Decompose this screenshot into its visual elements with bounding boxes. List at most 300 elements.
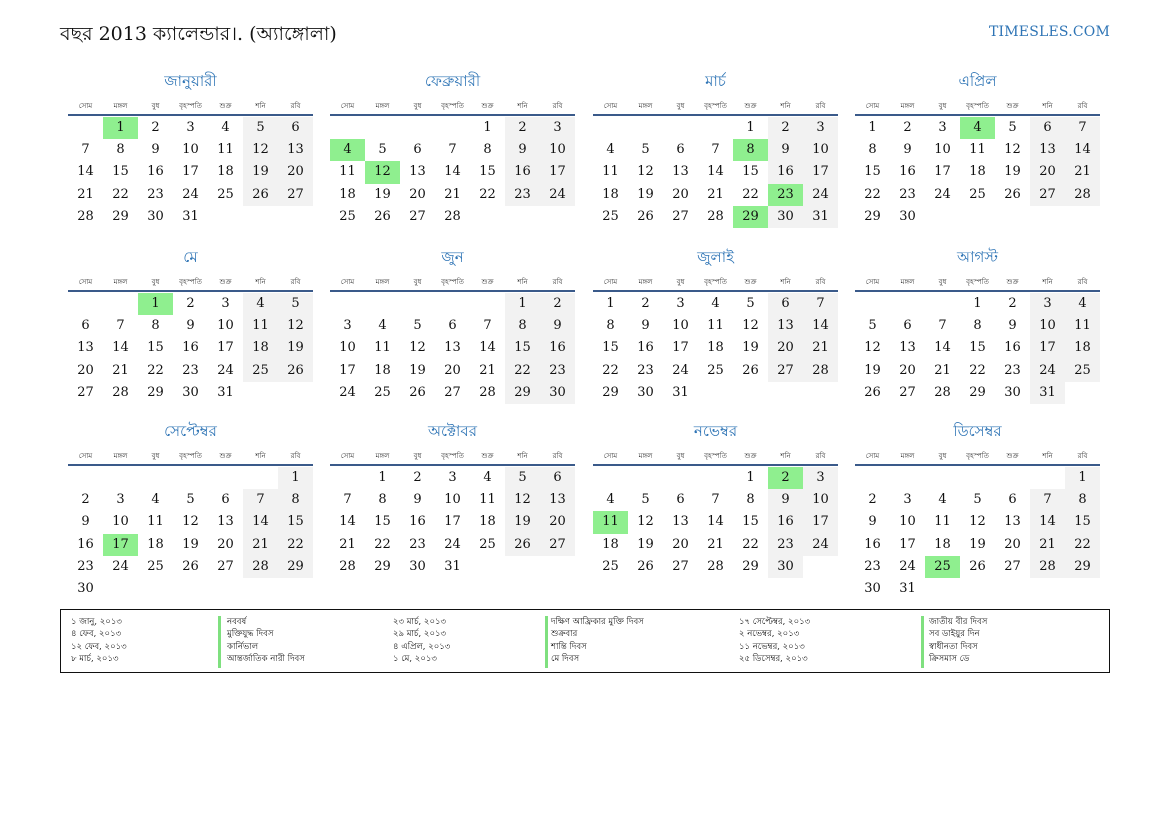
day-cell[interactable]: 27 xyxy=(768,360,803,382)
day-cell[interactable]: 7 xyxy=(116,318,125,334)
day-cell[interactable]: 26 xyxy=(864,384,881,400)
day-cell[interactable]: 31 xyxy=(182,208,199,224)
day-cell[interactable]: 26 xyxy=(278,360,313,382)
day-cell[interactable]: 1 xyxy=(973,296,982,311)
day-cell[interactable]: 23 xyxy=(182,362,199,378)
day-cell[interactable]: 19 xyxy=(742,340,759,356)
day-cell[interactable]: 18 xyxy=(1065,337,1100,359)
day-cell[interactable]: 11 xyxy=(243,315,278,337)
day-cell[interactable]: 26 xyxy=(637,558,654,574)
day-cell[interactable]: 22 xyxy=(479,186,496,202)
day-cell[interactable]: 27 xyxy=(1030,184,1065,206)
day-cell[interactable]: 29 xyxy=(1065,556,1100,578)
day-cell[interactable]: 31 xyxy=(444,558,461,574)
day-cell[interactable]: 16 xyxy=(1004,340,1021,356)
day-cell[interactable]: 21 xyxy=(1030,534,1065,556)
day-cell[interactable]: 18 xyxy=(707,340,724,356)
day-cell[interactable]: 6 xyxy=(81,318,90,334)
day-cell[interactable]: 16 xyxy=(77,536,94,552)
day-cell[interactable]: 23 xyxy=(505,184,540,206)
day-cell[interactable]: 29 xyxy=(742,558,759,574)
day-cell[interactable]: 20 xyxy=(672,186,689,202)
day-cell[interactable]: 5 xyxy=(641,142,650,158)
day-cell[interactable]: 3 xyxy=(448,470,457,485)
day-cell[interactable]: 4 xyxy=(606,142,615,158)
day-cell[interactable]: 20 xyxy=(672,536,689,552)
day-cell[interactable]: 29 xyxy=(112,208,129,224)
day-cell[interactable]: 6 xyxy=(221,492,230,508)
day-cell[interactable]: 6 xyxy=(1008,492,1017,508)
day-cell[interactable]: 26 xyxy=(243,184,278,206)
day-cell[interactable]: 13 xyxy=(77,340,94,356)
day-cell[interactable]: 21 xyxy=(243,534,278,556)
day-cell[interactable]: 30 xyxy=(409,558,426,574)
day-cell[interactable]: 24 xyxy=(934,186,951,202)
day-cell[interactable]: 8 xyxy=(973,318,982,334)
day-cell[interactable]: 16 xyxy=(899,164,916,180)
day-cell[interactable]: 27 xyxy=(672,558,689,574)
day-cell[interactable]: 13 xyxy=(1030,139,1065,161)
day-cell[interactable]: 28 xyxy=(707,208,724,224)
day-cell[interactable]: 4 xyxy=(960,117,995,139)
day-cell[interactable]: 17 xyxy=(540,161,575,183)
day-cell[interactable]: 18 xyxy=(217,164,234,180)
day-cell[interactable]: 26 xyxy=(409,384,426,400)
day-cell[interactable]: 6 xyxy=(540,467,575,489)
day-cell[interactable]: 5 xyxy=(243,117,278,139)
day-cell[interactable]: 3 xyxy=(1030,293,1065,315)
day-cell[interactable]: 17 xyxy=(672,340,689,356)
day-cell[interactable]: 7 xyxy=(803,293,838,315)
day-cell[interactable]: 25 xyxy=(602,208,619,224)
day-cell[interactable]: 19 xyxy=(637,536,654,552)
day-cell[interactable]: 21 xyxy=(112,362,129,378)
day-cell[interactable]: 18 xyxy=(243,337,278,359)
day-cell[interactable]: 28 xyxy=(112,384,129,400)
day-cell[interactable]: 18 xyxy=(479,514,496,530)
day-cell[interactable]: 16 xyxy=(637,340,654,356)
day-cell[interactable]: 21 xyxy=(934,362,951,378)
day-cell[interactable]: 15 xyxy=(374,514,391,530)
day-cell[interactable]: 8 xyxy=(378,492,387,508)
day-cell[interactable]: 4 xyxy=(938,492,947,508)
day-cell[interactable]: 22 xyxy=(742,186,759,202)
day-cell[interactable]: 10 xyxy=(934,142,951,158)
day-cell[interactable]: 7 xyxy=(448,142,457,158)
day-cell[interactable]: 30 xyxy=(768,556,803,578)
day-cell[interactable]: 28 xyxy=(803,360,838,382)
day-cell[interactable]: 4 xyxy=(1065,293,1100,315)
day-cell[interactable]: 21 xyxy=(707,186,724,202)
day-cell[interactable]: 29 xyxy=(864,208,881,224)
day-cell[interactable]: 24 xyxy=(803,184,838,206)
day-cell[interactable]: 1 xyxy=(606,296,615,311)
day-cell[interactable]: 15 xyxy=(147,340,164,356)
day-cell[interactable]: 30 xyxy=(899,208,916,224)
day-cell[interactable]: 2 xyxy=(868,492,877,508)
day-cell[interactable]: 8 xyxy=(505,315,540,337)
day-cell[interactable]: 23 xyxy=(147,186,164,202)
day-cell[interactable]: 17 xyxy=(444,514,461,530)
day-cell[interactable]: 31 xyxy=(672,384,689,400)
day-cell[interactable]: 2 xyxy=(903,120,912,135)
day-cell[interactable]: 10 xyxy=(217,318,234,334)
day-cell[interactable]: 22 xyxy=(864,186,881,202)
day-cell[interactable]: 24 xyxy=(672,362,689,378)
day-cell[interactable]: 30 xyxy=(77,580,94,596)
day-cell[interactable]: 19 xyxy=(243,161,278,183)
day-cell[interactable]: 11 xyxy=(593,511,628,533)
day-cell[interactable]: 22 xyxy=(112,186,129,202)
day-cell[interactable]: 12 xyxy=(409,340,426,356)
day-cell[interactable]: 6 xyxy=(676,492,685,508)
day-cell[interactable]: 28 xyxy=(339,558,356,574)
day-cell[interactable]: 13 xyxy=(540,489,575,511)
day-cell[interactable]: 9 xyxy=(768,489,803,511)
day-cell[interactable]: 25 xyxy=(707,362,724,378)
day-cell[interactable]: 12 xyxy=(637,164,654,180)
day-cell[interactable]: 16 xyxy=(768,511,803,533)
day-cell[interactable]: 5 xyxy=(378,142,387,158)
day-cell[interactable]: 19 xyxy=(182,536,199,552)
day-cell[interactable]: 5 xyxy=(746,296,755,311)
day-cell[interactable]: 24 xyxy=(182,186,199,202)
day-cell[interactable]: 26 xyxy=(182,558,199,574)
day-cell[interactable]: 30 xyxy=(864,580,881,596)
day-cell[interactable]: 4 xyxy=(330,139,365,161)
day-cell[interactable]: 5 xyxy=(1008,120,1017,135)
day-cell[interactable]: 20 xyxy=(540,511,575,533)
day-cell[interactable]: 29 xyxy=(278,556,313,578)
day-cell[interactable]: 23 xyxy=(768,184,803,206)
day-cell[interactable]: 22 xyxy=(969,362,986,378)
day-cell[interactable]: 4 xyxy=(221,120,230,135)
site-name[interactable]: TIMESLES.COM xyxy=(989,24,1110,40)
day-cell[interactable]: 28 xyxy=(1065,184,1100,206)
day-cell[interactable]: 2 xyxy=(1008,296,1017,311)
day-cell[interactable]: 28 xyxy=(1030,556,1065,578)
day-cell[interactable]: 12 xyxy=(182,514,199,530)
day-cell[interactable]: 22 xyxy=(147,362,164,378)
day-cell[interactable]: 8 xyxy=(868,142,877,158)
day-cell[interactable]: 17 xyxy=(803,511,838,533)
day-cell[interactable]: 3 xyxy=(803,117,838,139)
day-cell[interactable]: 24 xyxy=(444,536,461,552)
day-cell[interactable]: 18 xyxy=(339,186,356,202)
day-cell[interactable]: 9 xyxy=(81,514,90,530)
day-cell[interactable]: 24 xyxy=(803,534,838,556)
day-cell[interactable]: 15 xyxy=(742,164,759,180)
day-cell[interactable]: 20 xyxy=(1030,161,1065,183)
day-cell[interactable]: 29 xyxy=(505,382,540,404)
day-cell[interactable]: 11 xyxy=(602,164,619,180)
day-cell[interactable]: 1 xyxy=(505,293,540,315)
day-cell[interactable]: 19 xyxy=(637,186,654,202)
day-cell[interactable]: 22 xyxy=(374,536,391,552)
day-cell[interactable]: 20 xyxy=(899,362,916,378)
day-cell[interactable]: 23 xyxy=(864,558,881,574)
day-cell[interactable]: 18 xyxy=(602,536,619,552)
day-cell[interactable]: 26 xyxy=(374,208,391,224)
day-cell[interactable]: 9 xyxy=(641,318,650,334)
day-cell[interactable]: 5 xyxy=(505,467,540,489)
day-cell[interactable]: 23 xyxy=(1004,362,1021,378)
day-cell[interactable]: 1 xyxy=(746,120,755,135)
day-cell[interactable]: 16 xyxy=(147,164,164,180)
day-cell[interactable]: 24 xyxy=(540,184,575,206)
day-cell[interactable]: 10 xyxy=(672,318,689,334)
day-cell[interactable]: 2 xyxy=(505,117,540,139)
day-cell[interactable]: 18 xyxy=(374,362,391,378)
day-cell[interactable]: 26 xyxy=(1004,186,1021,202)
day-cell[interactable]: 23 xyxy=(409,536,426,552)
day-cell[interactable]: 11 xyxy=(479,492,496,508)
day-cell[interactable]: 30 xyxy=(1004,384,1021,400)
day-cell[interactable]: 19 xyxy=(1004,164,1021,180)
day-cell[interactable]: 27 xyxy=(409,208,426,224)
day-cell[interactable]: 14 xyxy=(707,514,724,530)
day-cell[interactable]: 27 xyxy=(278,184,313,206)
day-cell[interactable]: 20 xyxy=(217,536,234,552)
day-cell[interactable]: 3 xyxy=(221,296,230,311)
day-cell[interactable]: 30 xyxy=(147,208,164,224)
day-cell[interactable]: 1 xyxy=(1065,467,1100,489)
day-cell[interactable]: 7 xyxy=(483,318,492,334)
day-cell[interactable]: 13 xyxy=(899,340,916,356)
day-cell[interactable]: 7 xyxy=(243,489,278,511)
day-cell[interactable]: 6 xyxy=(676,142,685,158)
day-cell[interactable]: 15 xyxy=(742,514,759,530)
day-cell[interactable]: 27 xyxy=(540,534,575,556)
day-cell[interactable]: 2 xyxy=(768,467,803,489)
day-cell[interactable]: 21 xyxy=(803,337,838,359)
day-cell[interactable]: 26 xyxy=(637,208,654,224)
day-cell[interactable]: 29 xyxy=(374,558,391,574)
day-cell[interactable]: 17 xyxy=(934,164,951,180)
day-cell[interactable]: 14 xyxy=(243,511,278,533)
day-cell[interactable]: 15 xyxy=(112,164,129,180)
day-cell[interactable]: 23 xyxy=(540,360,575,382)
day-cell[interactable]: 1 xyxy=(868,120,877,135)
day-cell[interactable]: 3 xyxy=(803,467,838,489)
day-cell[interactable]: 14 xyxy=(112,340,129,356)
day-cell[interactable]: 27 xyxy=(672,208,689,224)
day-cell[interactable]: 6 xyxy=(278,117,313,139)
day-cell[interactable]: 2 xyxy=(540,293,575,315)
day-cell[interactable]: 16 xyxy=(505,161,540,183)
day-cell[interactable]: 22 xyxy=(278,534,313,556)
day-cell[interactable]: 30 xyxy=(182,384,199,400)
day-cell[interactable]: 27 xyxy=(77,384,94,400)
day-cell[interactable]: 28 xyxy=(77,208,94,224)
day-cell[interactable]: 26 xyxy=(969,558,986,574)
day-cell[interactable]: 14 xyxy=(77,164,94,180)
day-cell[interactable]: 27 xyxy=(899,384,916,400)
day-cell[interactable]: 28 xyxy=(934,384,951,400)
day-cell[interactable]: 28 xyxy=(243,556,278,578)
day-cell[interactable]: 24 xyxy=(899,558,916,574)
day-cell[interactable]: 15 xyxy=(864,164,881,180)
day-cell[interactable]: 6 xyxy=(413,142,422,158)
day-cell[interactable]: 25 xyxy=(217,186,234,202)
day-cell[interactable]: 25 xyxy=(479,536,496,552)
day-cell[interactable]: 16 xyxy=(864,536,881,552)
day-cell[interactable]: 31 xyxy=(899,580,916,596)
day-cell[interactable]: 11 xyxy=(707,318,724,334)
day-cell[interactable]: 18 xyxy=(934,536,951,552)
day-cell[interactable]: 24 xyxy=(1030,360,1065,382)
day-cell[interactable]: 17 xyxy=(217,340,234,356)
day-cell[interactable]: 4 xyxy=(711,296,720,311)
day-cell[interactable]: 15 xyxy=(479,164,496,180)
day-cell[interactable]: 4 xyxy=(606,492,615,508)
day-cell[interactable]: 9 xyxy=(903,142,912,158)
day-cell[interactable]: 10 xyxy=(899,514,916,530)
day-cell[interactable]: 24 xyxy=(112,558,129,574)
day-cell[interactable]: 24 xyxy=(339,384,356,400)
day-cell[interactable]: 7 xyxy=(1065,117,1100,139)
day-cell[interactable]: 3 xyxy=(343,318,352,334)
day-cell[interactable]: 25 xyxy=(1065,360,1100,382)
day-cell[interactable]: 17 xyxy=(182,164,199,180)
day-cell[interactable]: 14 xyxy=(479,340,496,356)
day-cell[interactable]: 4 xyxy=(243,293,278,315)
day-cell[interactable]: 8 xyxy=(278,489,313,511)
day-cell[interactable]: 5 xyxy=(186,492,195,508)
day-cell[interactable]: 2 xyxy=(186,296,195,311)
day-cell[interactable]: 14 xyxy=(803,315,838,337)
day-cell[interactable]: 24 xyxy=(217,362,234,378)
day-cell[interactable]: 5 xyxy=(278,293,313,315)
day-cell[interactable]: 27 xyxy=(444,384,461,400)
day-cell[interactable]: 20 xyxy=(77,362,94,378)
day-cell[interactable]: 2 xyxy=(151,120,160,135)
day-cell[interactable]: 30 xyxy=(540,382,575,404)
day-cell[interactable]: 2 xyxy=(81,492,90,508)
day-cell[interactable]: 15 xyxy=(1065,511,1100,533)
day-cell[interactable]: 14 xyxy=(934,340,951,356)
day-cell[interactable]: 23 xyxy=(77,558,94,574)
day-cell[interactable]: 10 xyxy=(803,489,838,511)
day-cell[interactable]: 9 xyxy=(505,139,540,161)
day-cell[interactable]: 2 xyxy=(768,117,803,139)
day-cell[interactable]: 11 xyxy=(1065,315,1100,337)
day-cell[interactable]: 4 xyxy=(151,492,160,508)
day-cell[interactable]: 12 xyxy=(505,489,540,511)
day-cell[interactable]: 11 xyxy=(217,142,234,158)
day-cell[interactable]: 9 xyxy=(151,142,160,158)
day-cell[interactable]: 14 xyxy=(1030,511,1065,533)
day-cell[interactable]: 31 xyxy=(1030,382,1065,404)
day-cell[interactable]: 11 xyxy=(339,164,356,180)
day-cell[interactable]: 15 xyxy=(969,340,986,356)
day-cell[interactable]: 13 xyxy=(444,340,461,356)
day-cell[interactable]: 12 xyxy=(637,514,654,530)
day-cell[interactable]: 1 xyxy=(483,120,492,135)
day-cell[interactable]: 15 xyxy=(278,511,313,533)
day-cell[interactable]: 9 xyxy=(1008,318,1017,334)
day-cell[interactable]: 18 xyxy=(969,164,986,180)
day-cell[interactable]: 11 xyxy=(934,514,951,530)
day-cell[interactable]: 8 xyxy=(746,492,755,508)
day-cell[interactable]: 13 xyxy=(768,315,803,337)
day-cell[interactable]: 10 xyxy=(444,492,461,508)
day-cell[interactable]: 13 xyxy=(278,139,313,161)
day-cell[interactable]: 27 xyxy=(1004,558,1021,574)
day-cell[interactable]: 20 xyxy=(1004,536,1021,552)
day-cell[interactable]: 21 xyxy=(444,186,461,202)
day-cell[interactable]: 23 xyxy=(637,362,654,378)
day-cell[interactable]: 29 xyxy=(969,384,986,400)
day-cell[interactable]: 12 xyxy=(365,161,400,183)
day-cell[interactable]: 20 xyxy=(278,161,313,183)
day-cell[interactable]: 11 xyxy=(374,340,391,356)
day-cell[interactable]: 17 xyxy=(803,161,838,183)
day-cell[interactable]: 12 xyxy=(969,514,986,530)
day-cell[interactable]: 21 xyxy=(707,536,724,552)
day-cell[interactable]: 13 xyxy=(1004,514,1021,530)
day-cell[interactable]: 1 xyxy=(138,293,173,315)
day-cell[interactable]: 10 xyxy=(803,139,838,161)
day-cell[interactable]: 11 xyxy=(969,142,986,158)
day-cell[interactable]: 12 xyxy=(742,318,759,334)
day-cell[interactable]: 29 xyxy=(602,384,619,400)
day-cell[interactable]: 12 xyxy=(278,315,313,337)
day-cell[interactable]: 19 xyxy=(278,337,313,359)
day-cell[interactable]: 21 xyxy=(1065,161,1100,183)
day-cell[interactable]: 5 xyxy=(868,318,877,334)
day-cell[interactable]: 19 xyxy=(374,186,391,202)
day-cell[interactable]: 25 xyxy=(925,556,960,578)
day-cell[interactable]: 19 xyxy=(409,362,426,378)
day-cell[interactable]: 26 xyxy=(505,534,540,556)
day-cell[interactable]: 21 xyxy=(339,536,356,552)
day-cell[interactable]: 25 xyxy=(602,558,619,574)
day-cell[interactable]: 20 xyxy=(409,186,426,202)
day-cell[interactable]: 6 xyxy=(768,293,803,315)
day-cell[interactable]: 16 xyxy=(182,340,199,356)
day-cell[interactable]: 8 xyxy=(1065,489,1100,511)
day-cell[interactable]: 18 xyxy=(602,186,619,202)
day-cell[interactable]: 30 xyxy=(768,206,803,228)
day-cell[interactable]: 6 xyxy=(1030,117,1065,139)
day-cell[interactable]: 22 xyxy=(1065,534,1100,556)
day-cell[interactable]: 31 xyxy=(217,384,234,400)
day-cell[interactable]: 9 xyxy=(186,318,195,334)
day-cell[interactable]: 7 xyxy=(938,318,947,334)
day-cell[interactable]: 15 xyxy=(602,340,619,356)
day-cell[interactable]: 8 xyxy=(116,142,125,158)
day-cell[interactable]: 9 xyxy=(540,315,575,337)
day-cell[interactable]: 1 xyxy=(278,467,313,489)
day-cell[interactable]: 8 xyxy=(606,318,615,334)
day-cell[interactable]: 3 xyxy=(186,120,195,135)
day-cell[interactable]: 10 xyxy=(182,142,199,158)
day-cell[interactable]: 16 xyxy=(768,161,803,183)
day-cell[interactable]: 22 xyxy=(742,536,759,552)
day-cell[interactable]: 8 xyxy=(733,139,768,161)
day-cell[interactable]: 25 xyxy=(147,558,164,574)
day-cell[interactable]: 26 xyxy=(742,362,759,378)
day-cell[interactable]: 14 xyxy=(339,514,356,530)
day-cell[interactable]: 5 xyxy=(641,492,650,508)
day-cell[interactable]: 28 xyxy=(444,208,461,224)
day-cell[interactable]: 2 xyxy=(413,470,422,485)
day-cell[interactable]: 7 xyxy=(343,492,352,508)
day-cell[interactable]: 4 xyxy=(378,318,387,334)
day-cell[interactable]: 4 xyxy=(483,470,492,485)
day-cell[interactable]: 1 xyxy=(103,117,138,139)
